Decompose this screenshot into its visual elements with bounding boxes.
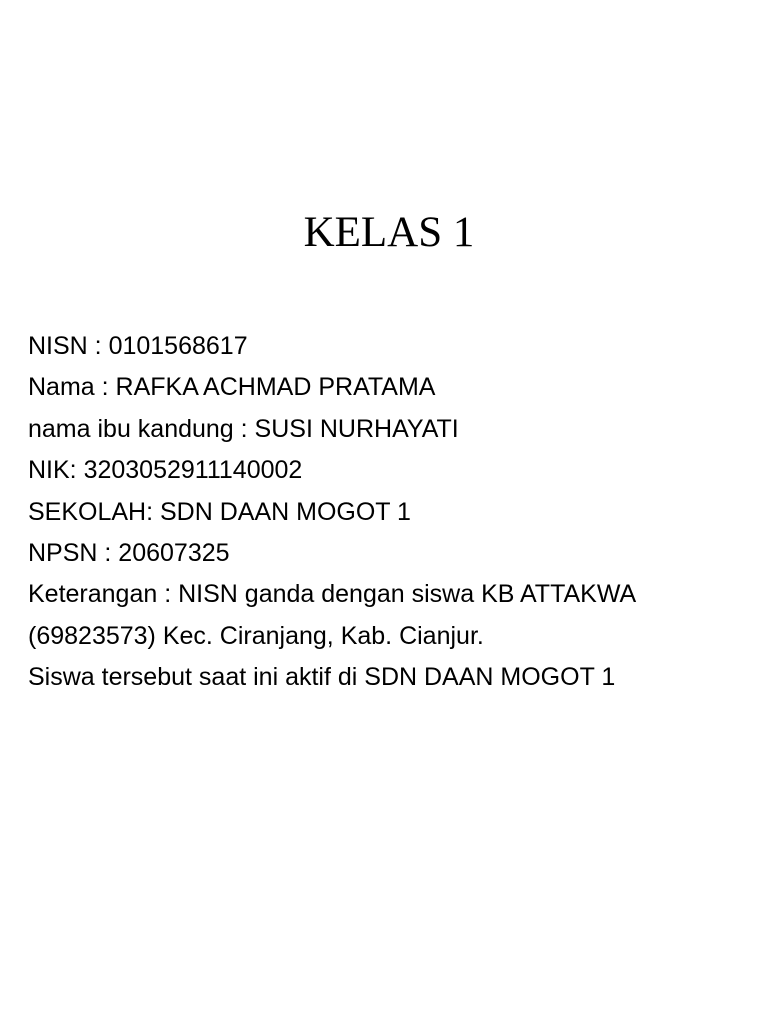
- note-line: Keterangan : NISN ganda dengan siswa KB ATTAKWA: [28, 580, 637, 609]
- note-line-continued: (69823573) Kec. Ciranjang, Kab. Cianjur.: [28, 621, 484, 650]
- document-title: KELAS 1: [303, 209, 475, 256]
- status-line: Siswa tersebut saat ini aktif di SDN DAAN MOGOT 1: [28, 663, 616, 692]
- npsn-line: NPSN : 20607325: [28, 539, 230, 568]
- nisn-line: NISN : 0101568617: [28, 332, 248, 360]
- name-line: Nama : RAFKA ACHMAD PRATAMA: [28, 373, 436, 402]
- nik-line: NIK: 3203052911140002: [28, 456, 303, 485]
- mother-name-line: nama ibu kandung : SUSI NURHAYATI: [28, 414, 459, 443]
- school-line: SEKOLAH: SDN DAAN MOGOT 1: [28, 497, 411, 526]
- student-info-block: [28, 326, 763, 699]
